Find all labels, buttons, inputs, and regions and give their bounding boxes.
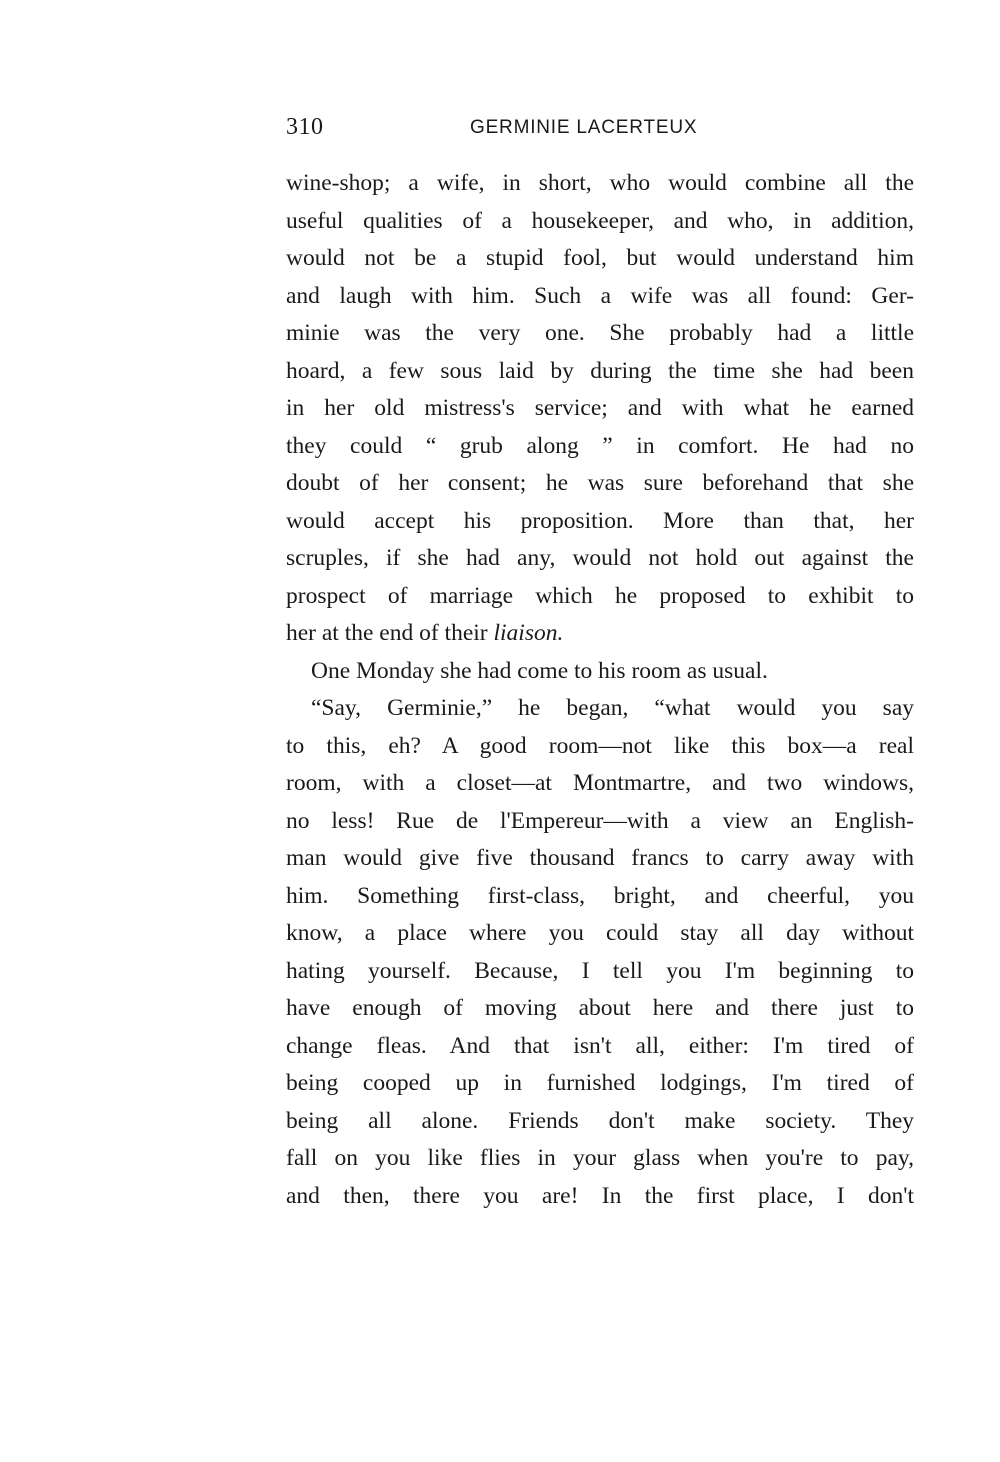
page-number: 310	[286, 114, 324, 140]
text-line: change fleas. And that isn't all, either: I'm tired of	[286, 1032, 914, 1059]
text-span: her at the end of their	[286, 620, 494, 646]
text-line: minie was the very one. She probably had a little	[286, 320, 914, 346]
text-line: no less! Rue de l'Empereur—with a view an English-	[286, 807, 914, 834]
text-line	[286, 616, 914, 650]
text-line: fall on you like flies in your glass when you're to pay,	[286, 1145, 914, 1171]
text-line: “Say, Germinie,” he began, “what would you say	[311, 695, 914, 721]
text-line: wine-shop; a wife, in short, who would combine all the	[286, 170, 914, 196]
italic-word: liaison.	[493, 620, 564, 646]
text-line: doubt of her consent; he was sure beforehand that she	[286, 470, 914, 496]
text-line: they could “ grub along ” in comfort. He had no	[286, 432, 914, 459]
text-line: would not be a stupid fool, but would understand him	[286, 245, 914, 271]
text-line: him. Something first-class, bright, and cheerful, you	[286, 882, 914, 909]
text-line: and laugh with him. Such a wife was all found: Ger-	[286, 282, 914, 309]
text-line: hating yourself. Because, I tell you I'm beginning to	[286, 957, 914, 984]
text-line: prospect of marriage which he proposed to exhibit to	[286, 582, 914, 609]
text-line: in her old mistress's service; and with what he earned	[286, 395, 914, 421]
text-line: to this, eh? A good room—not like this box—a real	[286, 732, 914, 759]
text-line: room, with a closet—at Montmartre, and two windows,	[286, 770, 914, 796]
page-header	[286, 114, 916, 144]
text-line: know, a place where you could stay all day without	[286, 920, 914, 946]
running-title: GERMINIE LACERTEUX	[470, 117, 698, 138]
text-line: have enough of moving about here and there just to	[286, 995, 914, 1021]
text-line: and then, there you are! In the first place, I don't	[286, 1182, 914, 1209]
text-line: scruples, if she had any, would not hold out against the	[286, 545, 914, 571]
text-line: man would give five thousand francs to carry away with	[286, 845, 914, 871]
text-line: One Monday she had come to his room as usual.	[311, 657, 768, 684]
text-line: being cooped up in furnished lodgings, I'm tired of	[286, 1070, 914, 1096]
text-line: hoard, a few sous laid by during the time she had been	[286, 357, 914, 384]
text-line: useful qualities of a housekeeper, and who, in addition,	[286, 207, 914, 234]
text-line: being all alone. Friends don't make society. They	[286, 1107, 914, 1134]
text-line: would accept his proposition. More than that, her	[286, 507, 914, 534]
